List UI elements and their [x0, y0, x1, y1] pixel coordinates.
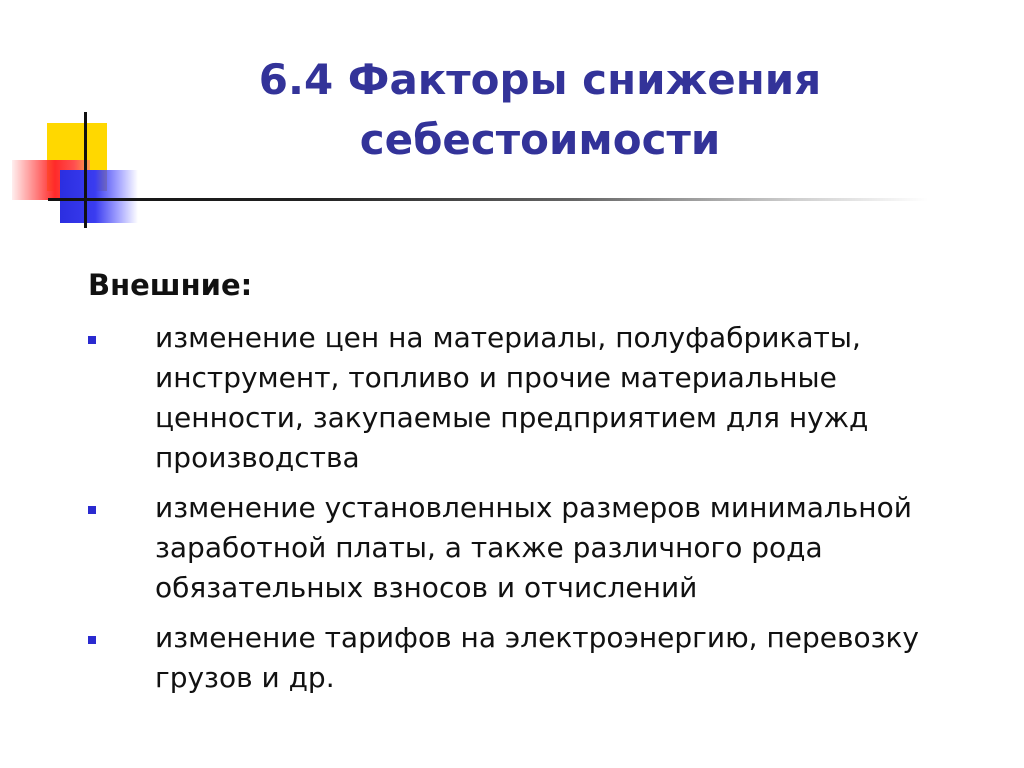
- bullet-item: [88, 318, 988, 478]
- bullet-text: изменение установленных размеров минимальной заработной платы, а также различного рода обязательных взносов и отчислений: [155, 491, 912, 604]
- square-bullet-icon: [88, 636, 96, 644]
- bullet-item: [88, 618, 988, 698]
- square-bullet-icon: [88, 336, 96, 344]
- slide-title: 6.4 Факторы снижения себестоимости: [258, 55, 822, 164]
- square-bullet-icon: [88, 506, 96, 514]
- section-heading: Внешние:: [88, 268, 253, 302]
- bullet-list: [88, 318, 988, 708]
- bullet-text: изменение цен на материалы, полуфабрикаты, инструмент, топливо и прочие материальные ценности, закупаемые предприятием для нужд производства: [155, 321, 869, 474]
- bullet-item: [88, 488, 988, 608]
- bullet-text: изменение тарифов на электроэнергию, перевозку грузов и др.: [155, 621, 919, 694]
- decorative-blue-bar: [60, 170, 138, 223]
- title-underline: [48, 198, 928, 201]
- decorative-vertical-line: [84, 112, 87, 228]
